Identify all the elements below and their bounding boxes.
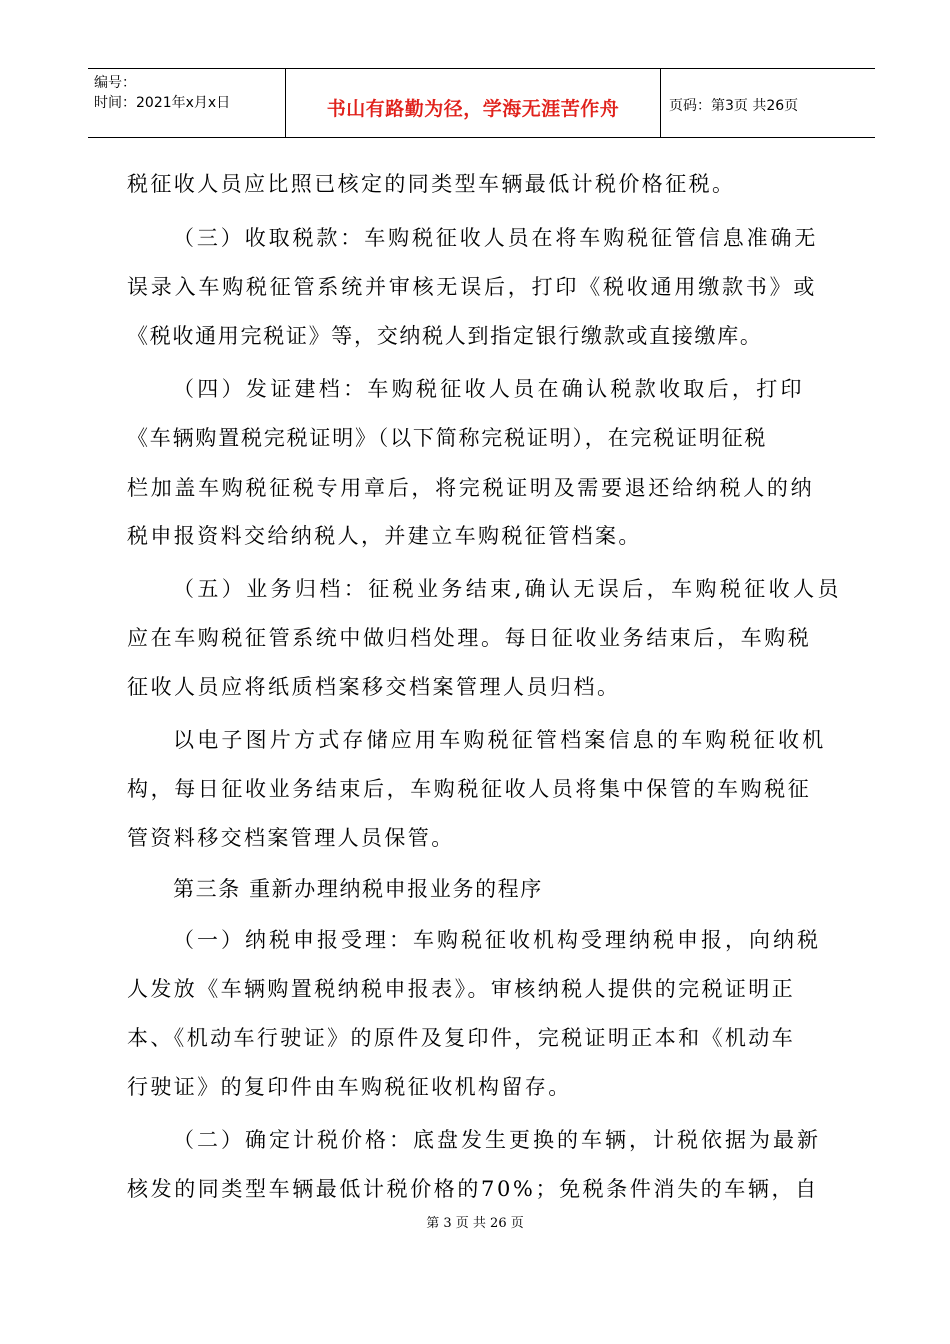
document-header [88,68,875,138]
text-line: 本、《机动车行驶证》的原件及复印件，完税证明正本和《机动车 [127,1026,796,1050]
text-line: 构，每日征收业务结束后，车购税征收人员将集中保管的车购税征 [127,777,812,801]
text-line: 税征收人员应比照已核定的同类型车辆最低计税价格征税。 [127,172,736,196]
text-line: 征收人员应将纸质档案移交档案管理人员归档。 [127,675,621,699]
text-line: （五）业务归档：征税业务结束,确认无误后，车购税征收人员 [173,577,842,601]
page-label: 页码：第3页 共26页 [669,98,799,114]
text-line: 应在车购税征管系统中做归档处理。每日征收业务结束后，车购税 [127,626,812,650]
header-meta-cell [88,69,285,137]
number-label: 编号： [94,75,136,91]
text-line: 《车辆购置税完税证明》（以下简称完税证明），在完税证明征税 [127,426,768,450]
header-motto-cell [285,69,661,137]
text-line: 人发放《车辆购置税纳税申报表》。审核纳税人提供的完税证明正 [127,977,796,1001]
motto: 书山有路勤为径，学海无涯苦作舟 [326,97,620,120]
text-line: 《税收通用完税证》等，交纳税人到指定银行缴款或直接缴库。 [127,324,763,348]
text-line: 误录入车购税征管系统并审核无误后，打印《税收通用缴款书》或 [127,275,818,299]
text-line: （三）收取税款：车购税征收人员在将车购税征管信息准确无 [173,226,819,250]
text-line: 核发的同类型车辆最低计税价格的70%；免税条件消失的车辆，自 [127,1177,819,1201]
header-page-cell [661,69,875,137]
text-line: （一）纳税申报受理：车购税征收机构受理纳税申报，向纳税 [173,928,821,952]
text-line: 税申报资料交给纳税人，并建立车购税征管档案。 [127,524,642,548]
section-heading: 第三条 重新办理纳税申报业务的程序 [173,877,543,901]
text-line: 以电子图片方式存储应用车购税征管档案信息的车购税征收机 [173,728,827,752]
text-line: 行驶证》的复印件由车购税征收机构留存。 [127,1075,572,1099]
text-line: （二）确定计税价格：底盘发生更换的车辆，计税依据为最新 [173,1128,821,1152]
text-line: （四）发证建档：车购税征收人员在确认税款收取后，打印 [173,377,805,401]
text-line: 栏加盖车购税征税专用章后，将完税证明及需要退还给纳税人的纳 [127,476,815,500]
time-label: 时间：2021年x月x日 [94,95,231,111]
text-line: 管资料移交档案管理人员保管。 [127,826,455,850]
page-footer: 第 3 页 共 26 页 [426,1216,524,1231]
